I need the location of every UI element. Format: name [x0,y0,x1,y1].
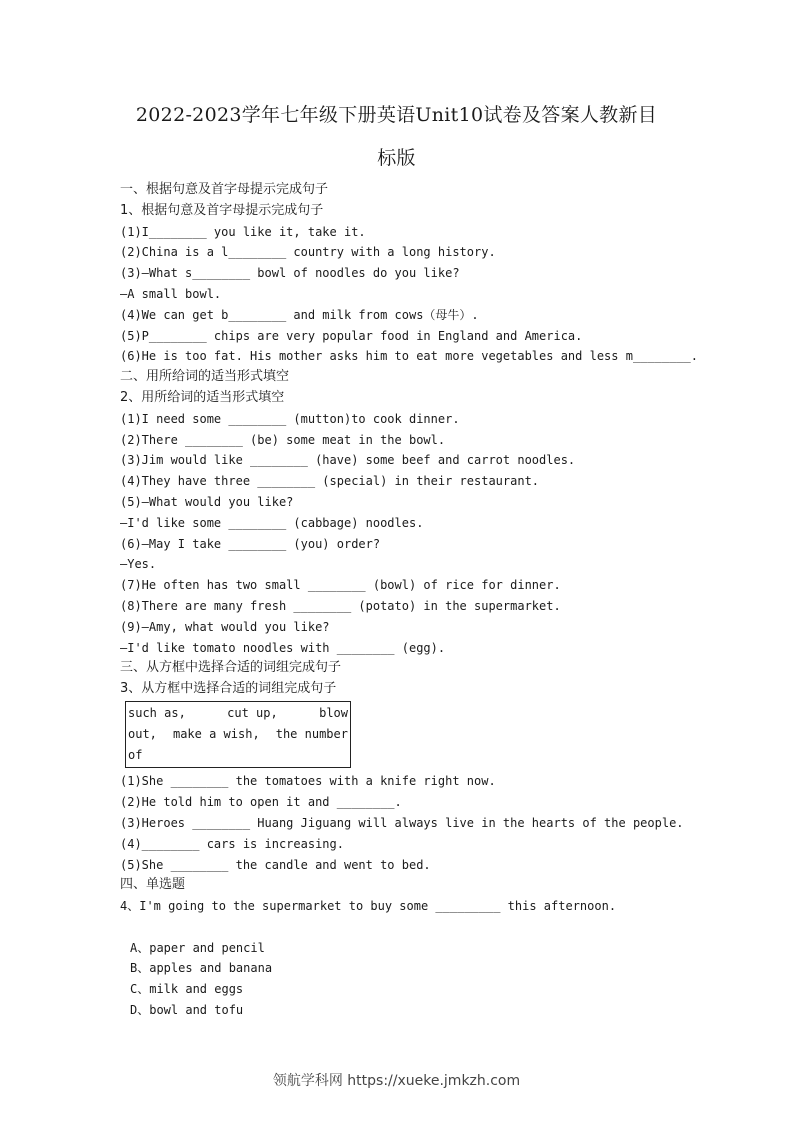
document-title-line2: 标版 [377,147,416,169]
question-item: (1)She ________ the tomatoes with a knife right now. [120,774,496,789]
question-heading: 1、根据句意及首字母提示完成句子 [120,202,324,218]
question-item: (3)Heroes ________ Huang Jiguang will always live in the hearts of the people. [120,815,684,830]
question-item: —A small bowl. [120,286,222,301]
answer-options [130,938,680,1021]
answer-option-b: B、apples and banana [130,961,273,976]
word-option: blow [319,705,348,720]
answer-option-d: D、bowl and tofu [130,1003,244,1018]
section-heading: 三、从方框中选择合适的词组完成句子 [120,660,342,676]
question-item: (1)I________ you like it, take it. [120,224,366,239]
word-box-row [128,745,348,766]
word-option: make a wish, [172,726,260,741]
word-option: the number [275,726,348,741]
question-item: (5)She ________ the candle and went to bed. [120,857,431,872]
word-option: of [128,747,143,762]
question-item: —Yes. [120,557,157,572]
question-item: (4)They have three ________ (special) in their restaurant. [120,474,540,489]
footer-watermark: 领航学科网 https://xueke.jmkzh.com [272,1073,521,1089]
section-heading: 四、单选题 [120,877,186,893]
section-heading: 二、用所给词的适当形式填空 [120,369,290,385]
question-item: (3)—What s________ bowl of noodles do you like? [120,266,460,281]
question-item: (4)We can get b________ and milk from cows（母牛）. [120,307,479,322]
question-heading: 3、从方框中选择合适的词组完成句子 [120,681,337,697]
word-box-row [128,724,348,745]
word-box-row [128,703,348,724]
question-item: (2)He told him to open it and ________. [120,795,402,810]
question-item: —I'd like tomato noodles with ________ (egg). [120,640,446,655]
word-option: out, [128,726,157,741]
question-item: —I'd like some ________ (cabbage) noodles. [120,515,424,530]
question-item: (2)There ________ (be) some meat in the bowl. [120,432,446,447]
question-item: (3)Jim would like ________ (have) some beef and carrot noodles. [120,453,576,468]
word-option: such as, [128,705,186,720]
question-item: (5)P________ chips are very popular food in England and America. [120,328,583,343]
question-item: (2)China is a l________ country with a long history. [120,245,496,260]
word-box [125,701,351,768]
question-item: (6)He is too fat. His mother asks him to eat more vegetables and less m________. [120,349,698,364]
question-item: (8)There are many fresh ________ (potato) in the supermarket. [120,598,561,613]
question-heading: 2、用所给词的适当形式填空 [120,389,285,405]
question-item: (4)________ cars is increasing. [120,836,344,851]
question-item: (7)He often has two small ________ (bowl) of rice for dinner. [120,578,561,593]
question-item: (6)—May I take ________ (you) order? [120,536,381,551]
question-item: (9)—Amy, what would you like? [120,619,330,634]
question-item: 4、I'm going to the supermarket to buy some _________ this afternoon. [120,899,617,914]
document-title-line1: 2022-2023学年七年级下册英语Unit10试卷及答案人教新目 [135,104,658,126]
document-content [120,180,698,1021]
section-heading: 一、根据句意及首字母提示完成句子 [120,182,329,197]
question-item: (1)I need some ________ (mutton)to cook dinner. [120,411,460,426]
answer-option-a: A、paper and pencil [130,940,265,955]
answer-option-c: C、milk and eggs [130,982,244,997]
word-option: cut up, [227,705,278,720]
question-item: (5)—What would you like? [120,494,294,509]
